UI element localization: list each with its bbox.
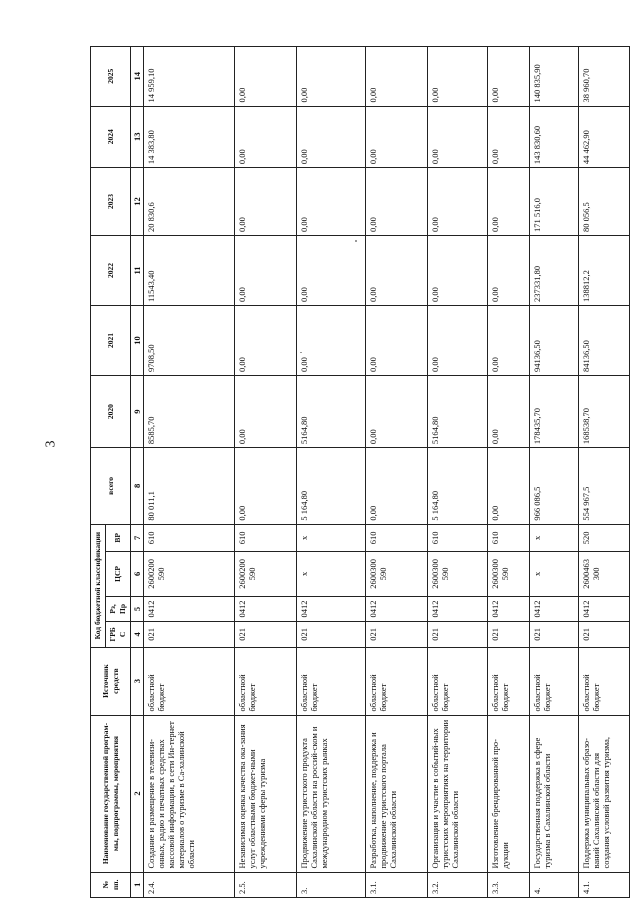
header-no: № пп. (91, 872, 131, 897)
header-year-2025: 2025 (91, 47, 131, 107)
row-number: 3.3. (487, 872, 530, 897)
row-csr: x (297, 552, 365, 597)
row-csr: 2600463 300 (578, 552, 629, 597)
row-2020: 5164,80 (428, 376, 488, 448)
table-row (234, 47, 297, 898)
header-name: Наименование государственной програм-мы, подпрограммы, мероприятия (91, 715, 131, 872)
row-2024: 0,00 (365, 106, 428, 168)
row-2021: 0,00 (487, 306, 530, 376)
column-number: 9 (131, 376, 144, 448)
header-year-2022: 2022 (91, 235, 131, 305)
table-row (530, 47, 578, 898)
row-source: областной бюджет (530, 647, 578, 715)
column-number: 3 (131, 647, 144, 715)
row-2021: 0,00 (365, 306, 428, 376)
row-2023: 0,00 (487, 168, 530, 236)
row-name: Изготовление брендированной про-дукции (487, 715, 530, 872)
row-2023: 0,00 (365, 168, 428, 236)
row-total: 80 011,1 (144, 448, 235, 524)
row-grbs: 021 (297, 622, 365, 647)
column-number: 6 (131, 552, 144, 597)
budget-table-container (90, 46, 630, 898)
row-2022: 138812,2 (578, 235, 629, 305)
row-csr: 2600300 590 (365, 552, 428, 597)
header-budget-codes: Код бюджетной классификации (91, 524, 106, 647)
row-total: 0,00 (365, 448, 428, 524)
row-number: 3. (297, 872, 365, 897)
row-2020: 168538,70 (578, 376, 629, 448)
header-rz-pr: Рз, Пр (106, 596, 131, 621)
budget-table (90, 46, 630, 898)
header-vr: ВР (106, 524, 131, 552)
row-2023: 0,00 (234, 168, 297, 236)
row-2022: 0,00 (365, 235, 428, 305)
row-2025: 14 959,10 (144, 47, 235, 107)
row-vr: 610 (144, 524, 235, 552)
row-2024: 0,00 (297, 106, 365, 168)
row-name: Независимая оценка качества ока-зания услуг областными бюджет-ными учреждениями сферы туризма (234, 715, 297, 872)
row-2020: 0,00 (234, 376, 297, 448)
header-total: всего (91, 448, 131, 524)
row-vr: 610 (234, 524, 297, 552)
table-row (365, 47, 428, 898)
header-csr: ЦСР (106, 552, 131, 597)
column-number: 12 (131, 168, 144, 236)
row-rz-pr: 0412 (234, 596, 297, 621)
row-csr: x (530, 552, 578, 597)
row-name: Продвижение туристского продукта Сахалинской области на россий-ском и международном туристских рынках (297, 715, 365, 872)
row-grbs: 021 (487, 622, 530, 647)
column-number: 5 (131, 596, 144, 621)
row-2024: 143 830,60 (530, 106, 578, 168)
column-number: 13 (131, 106, 144, 168)
row-vr: x (530, 524, 578, 552)
row-number: 4.1. (578, 872, 629, 897)
header-year-2021: 2021 (91, 306, 131, 376)
column-number: 4 (131, 622, 144, 647)
row-2024: 0,00 (487, 106, 530, 168)
table-row (578, 47, 629, 898)
header-source: Источник средств (91, 647, 131, 715)
row-2023: 171 516,0 (530, 168, 578, 236)
row-2021: 9708,50 (144, 306, 235, 376)
row-name: Государственная поддержка в сфере туризма в Сахалинской области (530, 715, 578, 872)
row-source: областной бюджет (428, 647, 488, 715)
row-2020: 5164,80 (297, 376, 365, 448)
row-total: 0,00 (487, 448, 530, 524)
row-name: Создание и размещение в телевизи-онных, радио и печатных средствах массовой информации, в сети Ин-тернет материалов о туризме в Са-халинской области (144, 715, 235, 872)
row-total: 0,00 (234, 448, 297, 524)
row-total: 966 086,5 (530, 448, 578, 524)
table-row (428, 47, 488, 898)
row-2024: 44 462,90 (578, 106, 629, 168)
column-numbers-row (131, 47, 144, 898)
row-2021: 0,00 (297, 306, 365, 376)
row-grbs: 021 (530, 622, 578, 647)
row-grbs: 021 (234, 622, 297, 647)
row-rz-pr: 0412 (144, 596, 235, 621)
row-2021: 0,00 (234, 306, 297, 376)
header-year-2023: 2023 (91, 168, 131, 236)
row-2025: 0,00 (297, 47, 365, 107)
row-source: областной бюджет (365, 647, 428, 715)
row-2022: 11543,40 (144, 235, 235, 305)
row-2023: 0,00 (297, 168, 365, 236)
column-number: 10 (131, 306, 144, 376)
row-2021: 0,00 (428, 306, 488, 376)
row-total: 5 164,80 (297, 448, 365, 524)
row-vr: x (297, 524, 365, 552)
row-grbs: 021 (428, 622, 488, 647)
column-number: 14 (131, 47, 144, 107)
row-2020: 0,00 (487, 376, 530, 448)
row-2024: 14 383,80 (144, 106, 235, 168)
row-2025: 0,00 (365, 47, 428, 107)
row-2022: 0,00 (297, 235, 365, 305)
row-2022: 0,00 (234, 235, 297, 305)
row-source: областной бюджет (144, 647, 235, 715)
row-csr: 2600200 590 (234, 552, 297, 597)
row-2022: 0,00 (487, 235, 530, 305)
row-rz-pr: 0412 (428, 596, 488, 621)
row-vr: 610 (365, 524, 428, 552)
row-rz-pr: 0412 (365, 596, 428, 621)
row-2025: 38 960,70 (578, 47, 629, 107)
column-number: 7 (131, 524, 144, 552)
row-2024: 0,00 (234, 106, 297, 168)
row-total: 5 164,80 (428, 448, 488, 524)
row-vr: 520 (578, 524, 629, 552)
row-csr: 2600300 590 (428, 552, 488, 597)
row-2022: 237331,80 (530, 235, 578, 305)
table-row (297, 47, 365, 898)
row-source: областной бюджет (234, 647, 297, 715)
row-2022: 0,00 (428, 235, 488, 305)
row-number: 4. (530, 872, 578, 897)
row-csr: 2600300 590 (487, 552, 530, 597)
row-name: Организация и участие в событий-ных туристских мероприятиях на территории Сахалинской области (428, 715, 488, 872)
column-number: 11 (131, 235, 144, 305)
row-vr: 610 (487, 524, 530, 552)
column-number: 2 (131, 715, 144, 872)
row-2020: 8585,70 (144, 376, 235, 448)
row-number: 2.5. (234, 872, 297, 897)
row-2023: 0,00 (428, 168, 488, 236)
table-row (144, 47, 235, 898)
column-number: 8 (131, 448, 144, 524)
row-rz-pr: 0412 (487, 596, 530, 621)
row-2023: 20 830,6 (144, 168, 235, 236)
row-vr: 610 (428, 524, 488, 552)
row-name: Разработка, наполнение, поддержка и продвижение туристского портала Сахалинской области (365, 715, 428, 872)
row-rz-pr: 0412 (530, 596, 578, 621)
row-2023: 80 056,5 (578, 168, 629, 236)
row-2024: 0,00 (428, 106, 488, 168)
row-number: 3.1. (365, 872, 428, 897)
row-source: областной бюджет (487, 647, 530, 715)
row-2025: 140 835,90 (530, 47, 578, 107)
table-row (487, 47, 530, 898)
row-grbs: 021 (144, 622, 235, 647)
row-number: 2.4. (144, 872, 235, 897)
row-2020: 0,00 (365, 376, 428, 448)
row-name: Поддержка муниципальных образо-ваний Сахалинской области для создания условий развития туризма, (578, 715, 629, 872)
row-grbs: 021 (578, 622, 629, 647)
header-year-2020: 2020 (91, 376, 131, 448)
row-number: 3.2. (428, 872, 488, 897)
header-grbs: ГРБ С (106, 622, 131, 647)
row-csr: 2600200 590 (144, 552, 235, 597)
row-rz-pr: 0412 (297, 596, 365, 621)
row-rz-pr: 0412 (578, 596, 629, 621)
row-2021: 84136,50 (578, 306, 629, 376)
row-2020: 178435,70 (530, 376, 578, 448)
header-year-2024: 2024 (91, 106, 131, 168)
row-2025: 0,00 (428, 47, 488, 107)
row-source: областной бюджет (297, 647, 365, 715)
row-source: областной бюджет (578, 647, 629, 715)
row-total: 554 967,5 (578, 448, 629, 524)
row-2021: 94136,50 (530, 306, 578, 376)
column-number: 1 (131, 872, 144, 897)
row-2025: 0,00 (487, 47, 530, 107)
page-number: 3 (43, 440, 59, 448)
row-grbs: 021 (365, 622, 428, 647)
row-2025: 0,00 (234, 47, 297, 107)
